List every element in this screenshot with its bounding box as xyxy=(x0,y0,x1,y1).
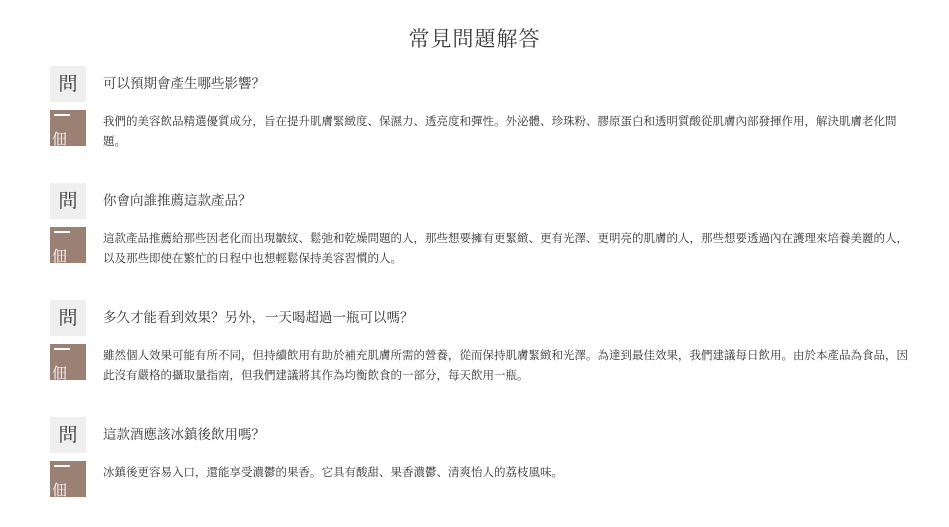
faq-question: 可以預期會產生哪些影響？ xyxy=(103,76,265,92)
answer-badge xyxy=(50,110,86,146)
faq-answer: 我們的美容飲品精選優質成分，旨在提升肌膚緊緻度、保濕力、透亮度和彈性。外泌體、珍珠粉、膠原蛋白和透明質酸從肌膚內部發揮作用，解決肌膚老化問題。 xyxy=(103,116,897,148)
faq-question: 你會向誰推薦這款產品？ xyxy=(103,193,252,209)
answer-badge-bar xyxy=(54,348,70,350)
faq-question-row xyxy=(50,300,910,336)
faq-question: 這款酒應該冰鎮後飲用嗎？ xyxy=(103,427,265,443)
faq-answer: 冰鎮後更容易入口，還能享受濃鬱的果香。它具有酸甜、果香濃鬱、清爽怡人的荔枝風味。 xyxy=(103,467,563,479)
answer-badge-bar xyxy=(54,114,70,116)
question-badge: 問 xyxy=(50,66,86,102)
faq-answer-row xyxy=(50,227,910,269)
answer-badge-bar xyxy=(54,231,70,233)
answer-badge-glyph: 佃 xyxy=(52,481,68,497)
faq-question: 多久才能看到效果？另外，一天喝超過一瓶可以嗎？ xyxy=(103,310,414,326)
faq-question-row xyxy=(50,417,910,453)
faq-item xyxy=(50,66,910,152)
answer-badge xyxy=(50,461,86,497)
faq-answer-row xyxy=(50,110,910,152)
faq-answer: 這款產品推薦給那些因老化而出現皺紋、鬆弛和乾燥問題的人，那些想要擁有更緊緻、更有光澤、更明亮的肌膚的人，那些想要透過內在護理來培養美麗的人，以及那些即使在繁忙的日程中也想輕鬆保持美容習慣的人。 xyxy=(103,233,908,265)
faq-item xyxy=(50,300,910,386)
faq-answer: 雖然個人效果可能有所不同，但持續飲用有助於補充肌膚所需的營養，從而保持肌膚緊緻和光澤。為達到最佳效果，我們建議每日飲用。由於本產品為食品，因此沒有嚴格的攝取量指南，但我們建議將其作為均衡飲食的一部分，每天飲用一瓶。 xyxy=(103,350,908,382)
faq-item xyxy=(50,417,910,497)
faq-answer-row xyxy=(50,344,910,386)
answer-badge xyxy=(50,227,86,263)
answer-badge-glyph: 佃 xyxy=(52,130,68,146)
question-badge: 問 xyxy=(50,417,86,453)
answer-badge-bar xyxy=(54,465,70,467)
question-badge: 問 xyxy=(50,300,86,336)
answer-badge xyxy=(50,344,86,380)
faq-question-row xyxy=(50,183,910,219)
faq-answer-row xyxy=(50,461,910,497)
answer-badge-glyph: 佃 xyxy=(52,247,68,263)
question-badge: 問 xyxy=(50,183,86,219)
page-title: 常見問題解答 xyxy=(408,27,541,51)
faq-question-row xyxy=(50,66,910,102)
faq-item xyxy=(50,183,910,269)
answer-badge-glyph: 佃 xyxy=(52,364,68,380)
